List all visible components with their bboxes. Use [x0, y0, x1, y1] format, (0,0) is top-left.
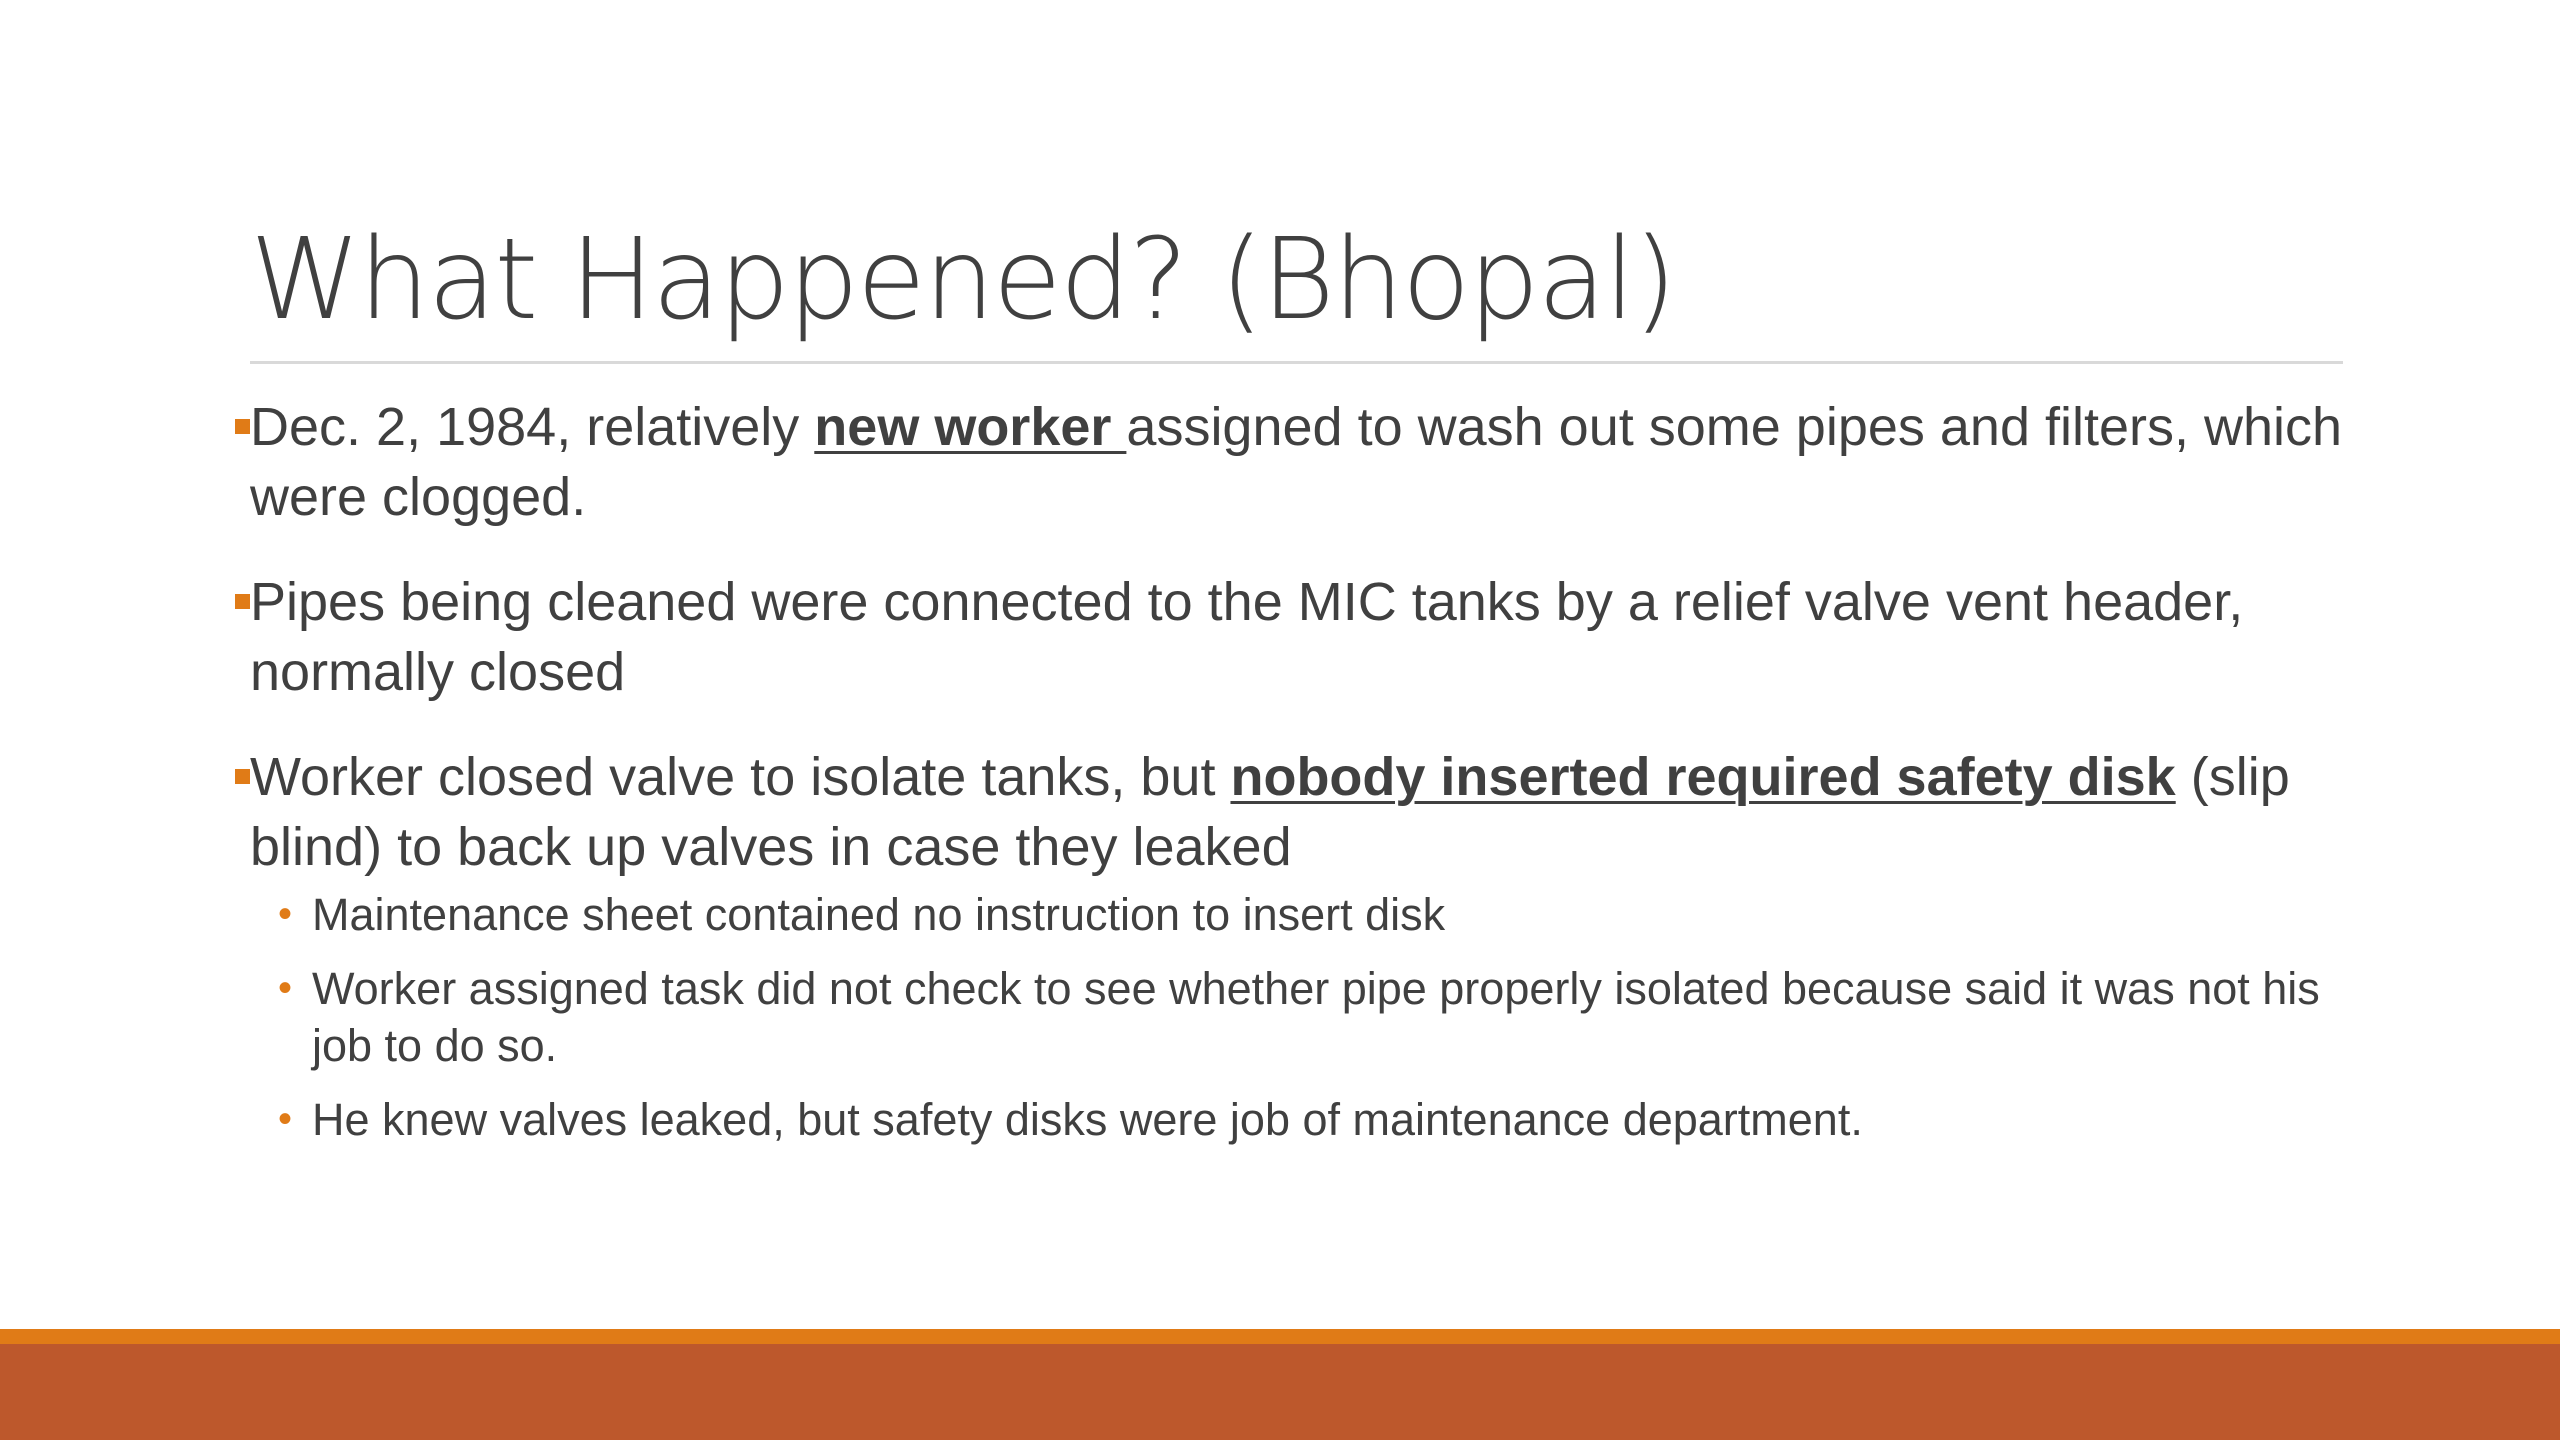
dot-bullet-icon: • — [278, 892, 293, 936]
sub-bullet-text: He knew valves leaked, but safety disks were job of maintenance department. — [312, 1094, 1863, 1145]
bullet-item-2 — [230, 567, 2350, 707]
sub-bullet-item-2 — [278, 960, 2350, 1074]
slide-title: What Happened? (Bhopal) — [250, 215, 1675, 345]
bullet-text: assigned to wash out some pipes and filters, which were clogged. — [250, 397, 2343, 527]
title-divider — [250, 361, 2343, 364]
bullet-text: Worker closed valve to isolate tanks, but — [250, 747, 1231, 807]
sub-bullet-text: Worker assigned task did not check to see whether pipe properly isolated because said it was not his job to do so. — [312, 963, 2320, 1071]
sub-bullet-text: Maintenance sheet contained no instruction to insert disk — [312, 889, 1446, 940]
slide-body — [230, 392, 2350, 1165]
bullet-item-3 — [230, 742, 2350, 882]
bullet-item-1 — [230, 392, 2350, 532]
bullet-text: Pipes being cleaned were connected to the MIC tanks by a relief valve vent header, normally closed — [250, 572, 2244, 702]
footer-accent-stripe — [0, 1329, 2560, 1344]
bullet-text: (slip blind) to back up valves in case they leaked — [250, 747, 2290, 877]
footer-bar — [0, 1344, 2560, 1440]
dot-bullet-icon: • — [278, 966, 293, 1010]
square-bullet-icon — [235, 419, 250, 434]
bullet-text: Dec. 2, 1984, relatively — [250, 397, 815, 457]
emphasis-text: nobody inserted required safety disk — [1230, 747, 2176, 807]
sub-bullet-item-3 — [278, 1091, 2350, 1148]
emphasis-text: new worker — [814, 397, 1127, 457]
sub-bullet-item-1 — [278, 886, 2350, 943]
dot-bullet-icon: • — [278, 1097, 293, 1141]
square-bullet-icon — [235, 769, 250, 784]
square-bullet-icon — [235, 594, 250, 609]
